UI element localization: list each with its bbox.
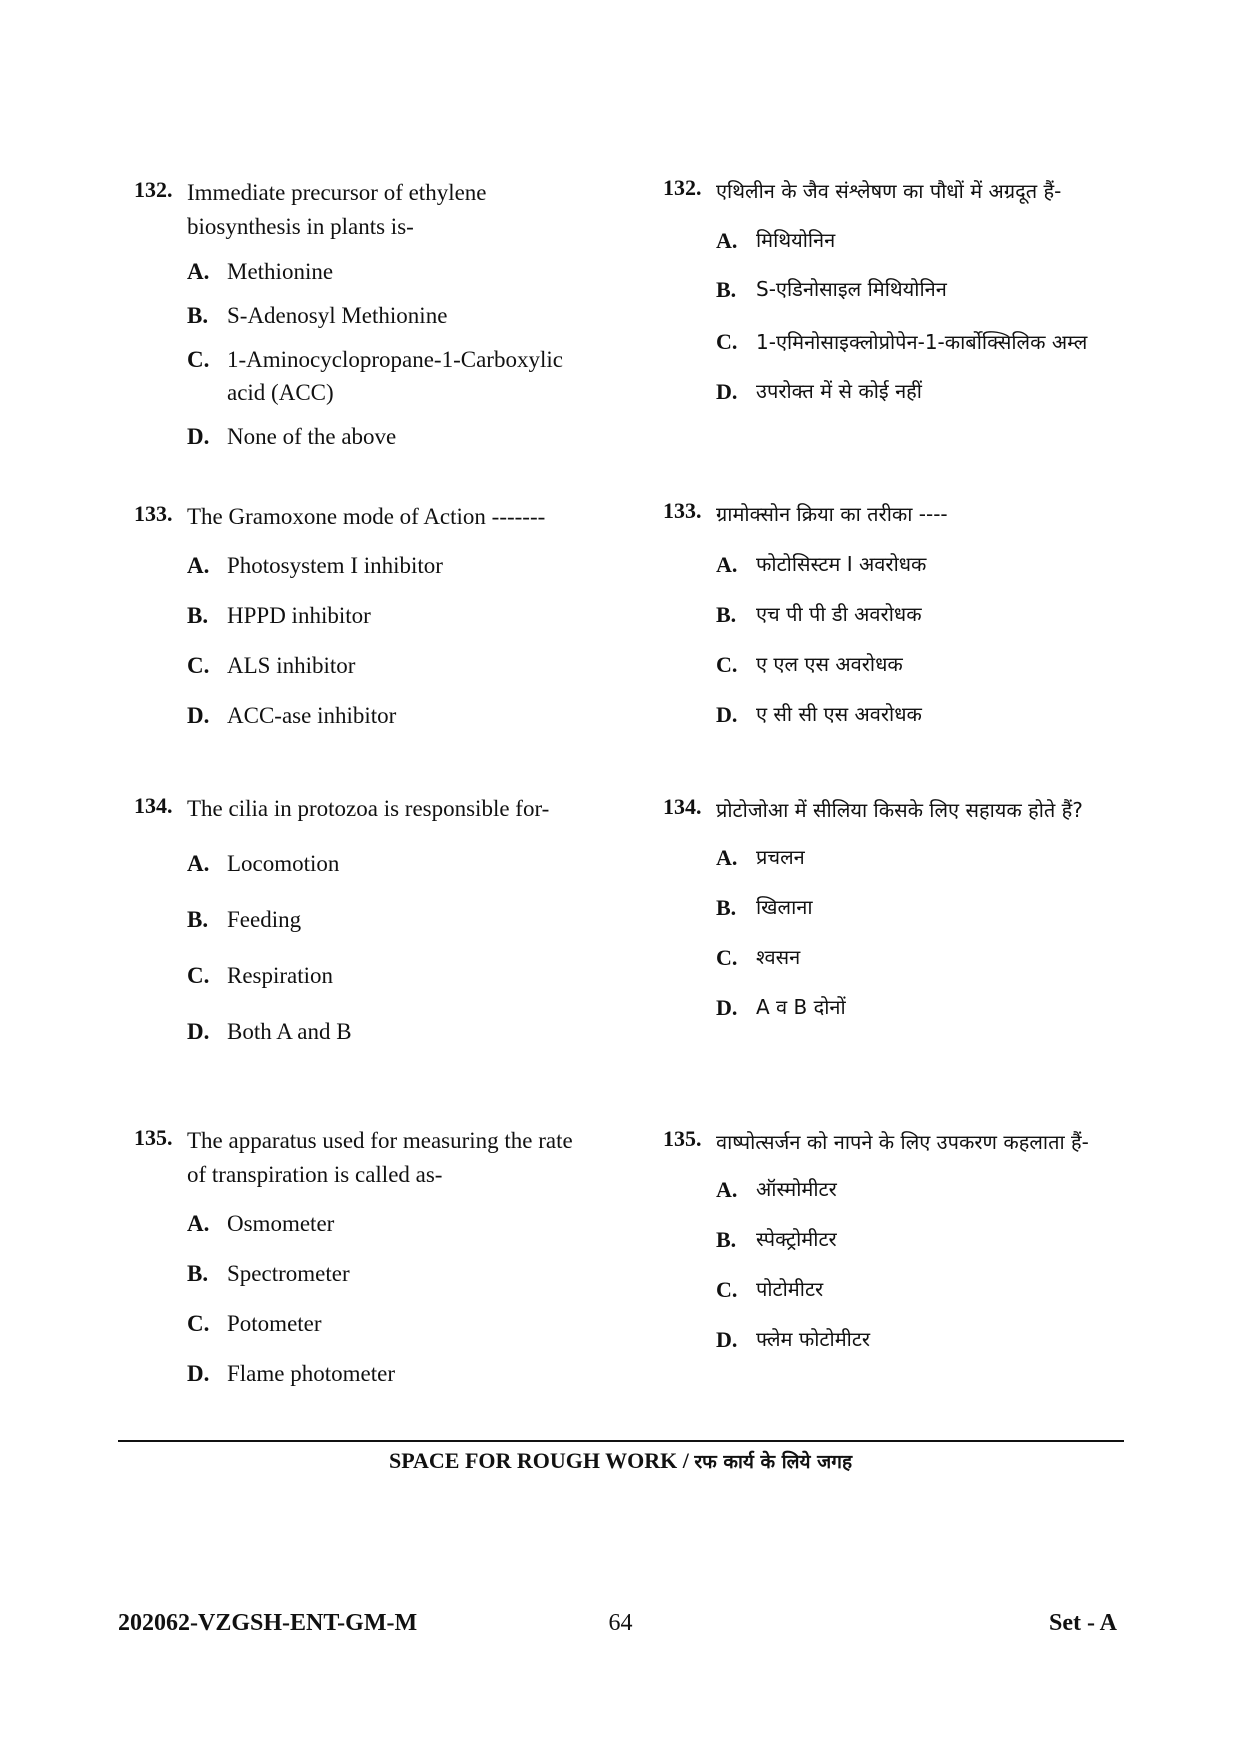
option-text: उपरोक्त में से कोई नहीं — [756, 379, 922, 403]
option-text: फोटोसिस्टम I अवरोधक — [756, 552, 927, 576]
option-letter: A. — [716, 1177, 738, 1202]
question-stem: वाष्पोत्सर्जन को नापने के लिए उपकरण कहलाता हैं- — [716, 1130, 1089, 1154]
option-letter: A. — [187, 851, 210, 876]
question-stem: The apparatus used for measuring the rate of transpiration is called as- — [187, 1128, 573, 1187]
question-stem: प्रोटोजोआ में सीलिया किसके लिए सहायक होते हैं? — [716, 798, 1083, 822]
question-134-en — [134, 792, 594, 1048]
option-text: Photosystem I inhibitor — [227, 553, 443, 578]
question-number: 135. — [134, 1125, 173, 1150]
question-number: 134. — [663, 794, 702, 819]
option-letter: C. — [187, 653, 210, 678]
question-number: 132. — [134, 177, 173, 202]
question-stem: The Gramoxone mode of Action ------- — [187, 504, 546, 529]
option-letter: A. — [187, 259, 210, 284]
option-a — [134, 549, 594, 582]
question-135-hi — [663, 1121, 1113, 1356]
option-text: फ्लेम फोटोमीटर — [756, 1327, 871, 1351]
page-number: 64 — [608, 1610, 633, 1636]
option-letter: A. — [187, 1211, 210, 1236]
option-a — [134, 1207, 594, 1240]
option-letter: C. — [187, 1311, 210, 1336]
option-b — [663, 1223, 1113, 1256]
question-stem: The cilia in protozoa is responsible for- — [187, 796, 550, 821]
option-text: ए सी सी एस अवरोधक — [756, 702, 922, 726]
option-b — [134, 299, 594, 332]
rough-work-heading — [0, 1448, 1241, 1474]
option-letter: C. — [716, 945, 738, 970]
option-text: 1-एमिनोसाइक्लोप्रोपेन-1-कार्बोक्सिलिक अम्ल — [756, 330, 1088, 354]
option-letter: A. — [187, 553, 210, 578]
option-letter: C. — [716, 652, 738, 677]
option-text: Spectrometer — [227, 1261, 350, 1286]
option-letter: D. — [187, 703, 210, 728]
option-letter: D. — [187, 424, 210, 449]
question-133-hi — [663, 497, 1113, 731]
option-b — [663, 598, 1113, 631]
option-b — [134, 1257, 594, 1290]
option-d — [134, 1357, 594, 1390]
option-c — [134, 959, 594, 992]
option-letter: B. — [187, 603, 209, 628]
option-letter: D. — [187, 1019, 210, 1044]
option-text: Both A and B — [227, 1019, 352, 1044]
option-c — [134, 649, 594, 682]
question-stem: एथिलीन के जैव संश्लेषण का पौधों में अग्रदूत हैं- — [716, 179, 1062, 203]
option-text: ALS inhibitor — [227, 653, 356, 678]
option-text: Potometer — [227, 1311, 322, 1336]
question-number: 135. — [663, 1126, 702, 1151]
option-text: Flame photometer — [227, 1361, 395, 1386]
option-d — [134, 1015, 594, 1048]
question-number: 133. — [663, 498, 702, 523]
option-letter: D. — [716, 702, 738, 727]
option-c — [134, 1307, 594, 1340]
option-letter: B. — [187, 303, 209, 328]
option-text: ए एल एस अवरोधक — [756, 652, 903, 676]
question-stem: ग्रामोक्सोन क्रिया का तरीका ---- — [716, 502, 948, 526]
option-b — [663, 891, 1113, 924]
option-text: S-एडिनोसाइल मिथियोनिन — [756, 277, 947, 301]
option-text: प्रचलन — [756, 845, 805, 869]
option-d — [663, 375, 1113, 408]
question-number: 132. — [663, 175, 702, 200]
option-a — [663, 841, 1113, 874]
option-a — [134, 847, 594, 880]
option-a — [663, 548, 1113, 581]
option-text: ACC-ase inhibitor — [227, 703, 397, 728]
option-c — [663, 1273, 1113, 1306]
option-text: खिलाना — [756, 895, 813, 919]
rough-work-hindi: रफ कार्य के लिये जगह — [694, 1451, 853, 1473]
option-letter: B. — [716, 277, 737, 302]
option-a — [663, 1173, 1113, 1206]
option-text: Respiration — [227, 963, 334, 988]
booklet-code: 202062-VZGSH-ENT-GM-M — [118, 1610, 418, 1636]
option-letter: A. — [716, 552, 738, 577]
option-letter: B. — [187, 907, 209, 932]
option-d — [663, 698, 1113, 731]
option-d — [134, 420, 594, 453]
option-text: ऑस्मोमीटर — [756, 1177, 837, 1201]
option-text: मिथियोनिन — [756, 228, 836, 252]
option-letter: D. — [716, 995, 738, 1020]
divider-line — [118, 1440, 1124, 1442]
option-text: 1-Aminocyclopropane-1-Carboxylic acid (ACC) — [227, 347, 563, 405]
option-b — [663, 273, 1113, 306]
set-label: Set - A — [1049, 1610, 1117, 1636]
question-stem: Immediate precursor of ethylene biosynthesis in plants is- — [187, 180, 487, 239]
question-135-en — [134, 1124, 594, 1390]
option-text: एच पी पी डी अवरोधक — [756, 602, 922, 626]
option-a — [663, 224, 1113, 257]
option-text: Methionine — [227, 259, 334, 284]
option-text: स्पेक्ट्रोमीटर — [756, 1227, 837, 1251]
option-letter: B. — [716, 602, 737, 627]
option-letter: A. — [716, 228, 738, 253]
option-c — [134, 343, 594, 409]
option-letter: A. — [716, 845, 738, 870]
question-number: 134. — [134, 793, 173, 818]
option-text: S-Adenosyl Methionine — [227, 303, 448, 328]
option-letter: C. — [187, 347, 210, 372]
option-d — [663, 991, 1113, 1024]
option-letter: B. — [716, 1227, 737, 1252]
option-text: श्वसन — [756, 945, 801, 969]
option-d — [134, 699, 594, 732]
option-b — [134, 903, 594, 936]
option-text: Locomotion — [227, 851, 340, 876]
question-number: 133. — [134, 501, 173, 526]
option-letter: D. — [716, 379, 738, 404]
option-text: Feeding — [227, 907, 302, 932]
option-c — [663, 322, 1113, 362]
option-letter: C. — [187, 963, 210, 988]
option-text: पोटोमीटर — [756, 1277, 824, 1301]
rough-work-english: SPACE FOR ROUGH WORK / — [388, 1448, 695, 1473]
question-132-en — [134, 176, 594, 453]
option-text: HPPD inhibitor — [227, 603, 371, 628]
question-132-hi — [663, 174, 1113, 408]
option-d — [663, 1323, 1113, 1356]
option-letter: C. — [716, 1277, 738, 1302]
option-b — [134, 599, 594, 632]
option-c — [663, 941, 1113, 974]
option-letter: D. — [187, 1361, 210, 1386]
option-letter: D. — [716, 1327, 738, 1352]
option-text: A व B दोनों — [756, 995, 846, 1019]
option-text: None of the above — [227, 424, 397, 449]
option-letter: B. — [716, 895, 737, 920]
option-letter: B. — [187, 1261, 209, 1286]
question-133-en — [134, 500, 594, 732]
question-134-hi — [663, 789, 1113, 1024]
option-a — [134, 255, 594, 288]
option-text: Osmometer — [227, 1211, 335, 1236]
option-letter: C. — [716, 329, 738, 354]
option-c — [663, 648, 1113, 681]
